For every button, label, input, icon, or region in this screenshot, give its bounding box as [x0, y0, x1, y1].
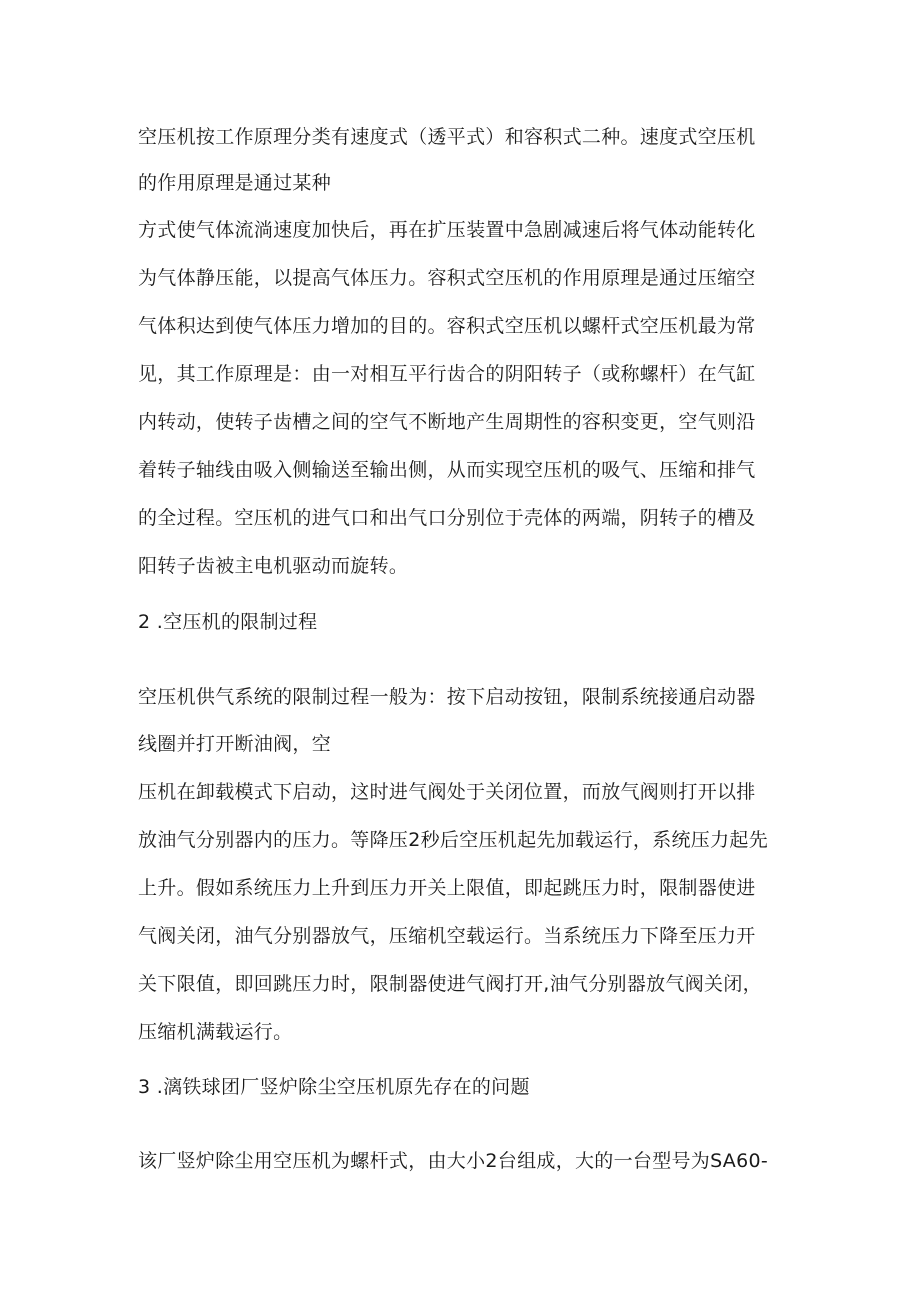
paragraph-1-line-1: 空压机按工作原理分类有速度式（透平式）和容积式二种。速度式空压机	[138, 126, 756, 148]
paragraph-3-line-1: 该厂竖炉除尘用空压机为螺杆式，由大小2台组成，大的一台型号为SA60-	[138, 1150, 769, 1172]
paragraph-2-line-5: 上升。假如系统压力上升到压力开关上限值，即起跳压力时，限制器使进	[138, 877, 756, 899]
paragraph-1-line-10: 阳转子齿被主电机驱动而旋转。	[138, 555, 409, 577]
section-heading-3: 3 .漓铁球团厂竖炉除尘空压机原先存在的问题	[138, 1076, 530, 1098]
paragraph-2-line-7: 关下限值，即回跳压力时，限制器使进气阀打开,油气分别器放气阀关闭，	[138, 973, 762, 995]
paragraph-2-line-6: 气阀关闭，油气分别器放气，压缩机空载运行。当系统压力下降至压力开	[138, 925, 756, 947]
paragraph-1-line-3: 方式使气体流淌速度加快后，再在扩压装置中急剧减速后将气体动能转化	[138, 219, 756, 241]
paragraph-1-line-9: 的全过程。空压机的进气口和出气口分别位于壳体的两端，阴转子的槽及	[138, 507, 756, 529]
paragraph-1-line-7: 内转动，使转子齿槽之间的空气不断地产生周期性的容积变更，空气则沿	[138, 411, 756, 433]
paragraph-1-line-8: 着转子轴线由吸入侧输送至输出侧，从而实现空压机的吸气、压缩和排气	[138, 459, 756, 481]
paragraph-2-line-4: 放油气分别器内的压力。等降压2秒后空压机起先加载运行，系统压力起先	[138, 829, 768, 851]
paragraph-2-line-1: 空压机供气系统的限制过程一般为：按下启动按钮，限制系统接通启动器	[138, 686, 756, 708]
paragraph-2-line-2: 线圈并打开断油阀，空	[138, 733, 332, 755]
section-heading-2: 2 .空压机的限制过程	[138, 611, 318, 633]
paragraph-1-line-2: 的作用原理是通过某种	[138, 172, 332, 194]
paragraph-1-line-6: 见，其工作原理是：由一对相互平行齿合的阴阳转子（或称螺杆）在气缸	[138, 363, 756, 385]
paragraph-1-line-4: 为气体静压能，以提高气体压力。容积式空压机的作用原理是通过压缩空	[138, 267, 756, 289]
paragraph-2-line-3: 压机在卸载模式下启动，这时进气阀处于关闭位置，而放气阀则打开以排	[138, 781, 756, 803]
paragraph-1-line-5: 气体积达到使气体压力增加的目的。容积式空压机以螺杆式空压机最为常	[138, 315, 756, 337]
paragraph-2-line-8: 压缩机满载运行。	[138, 1021, 293, 1043]
